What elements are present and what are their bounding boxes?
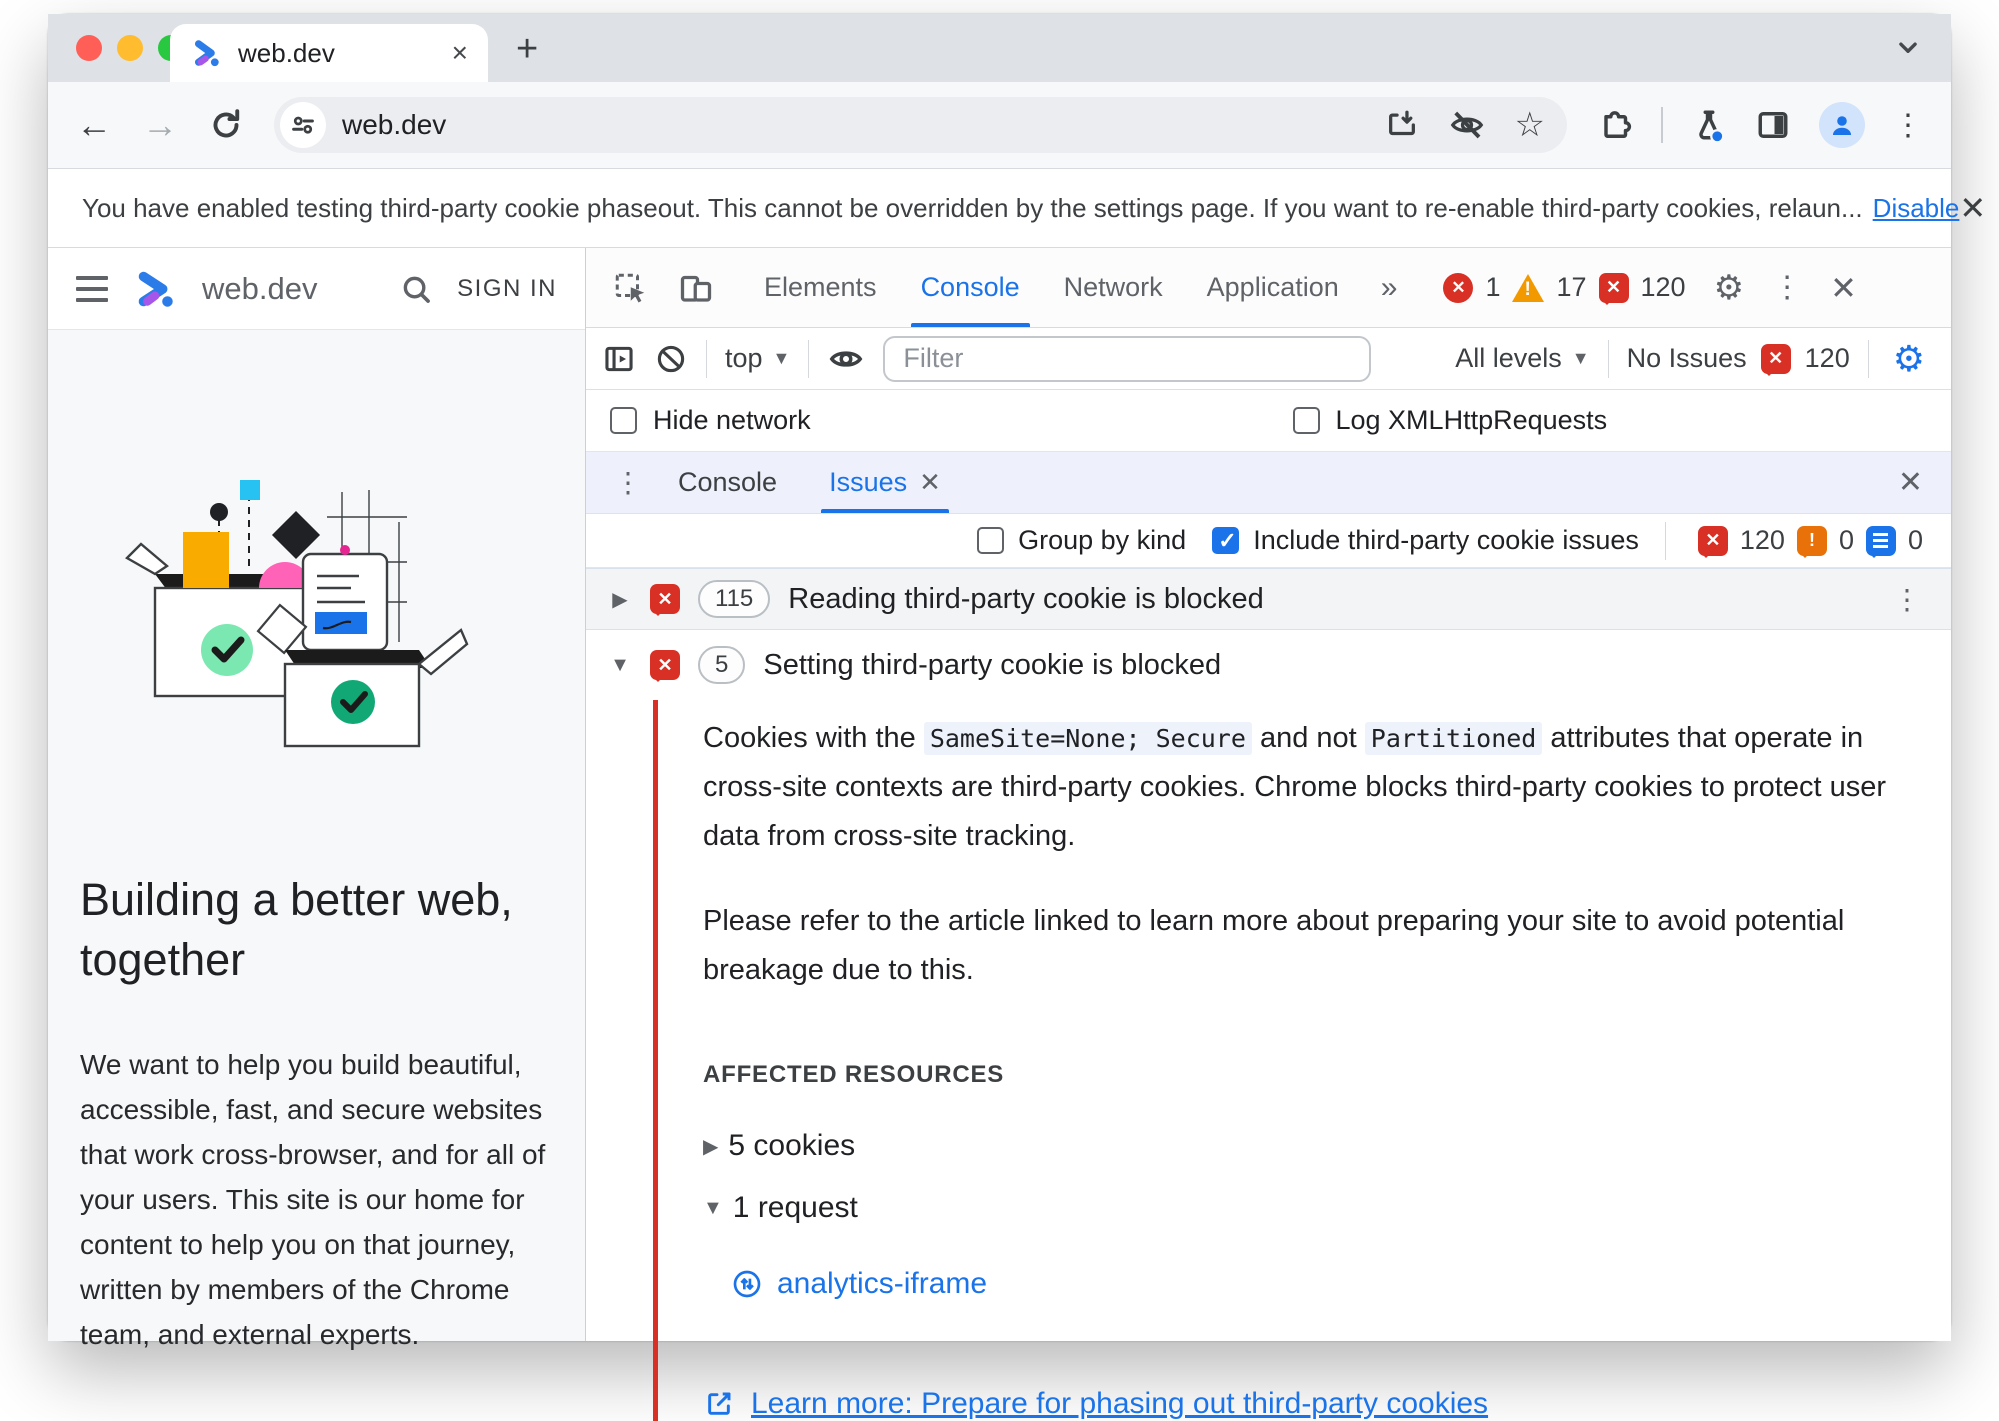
url-text: web.dev <box>342 109 447 140</box>
affected-requests-row[interactable]: ▼ 1 request <box>703 1191 858 1224</box>
warning-badge-icon[interactable] <box>1512 274 1544 302</box>
code-partitioned: Partitioned <box>1365 722 1543 755</box>
devtools-status-badges <box>1443 272 1685 303</box>
code-samesite: SameSite=None; Secure <box>924 722 1252 755</box>
issues-counter-cookie-icon: ✕ <box>1761 344 1791 374</box>
inspect-element-icon[interactable] <box>600 270 660 306</box>
toolbar-divider <box>1661 107 1663 143</box>
cookie-badge-icon: ✕ <box>650 650 680 680</box>
console-settings-gear-icon[interactable]: ⚙ <box>1892 337 1925 379</box>
console-options-row <box>586 390 1951 452</box>
issue-count-pill: 115 <box>698 580 770 618</box>
expand-arrow-icon[interactable]: ▶ <box>612 588 628 611</box>
close-window-button[interactable] <box>76 35 102 61</box>
console-filter-input[interactable] <box>883 336 1371 382</box>
devtools-tabbar <box>586 248 1951 328</box>
devtools-tabs <box>742 248 1361 327</box>
sign-in-button[interactable]: SIGN IN <box>457 274 557 302</box>
tab-strip <box>48 14 1951 82</box>
eye-blocked-icon[interactable] <box>1449 107 1485 143</box>
traffic-lights <box>76 35 184 61</box>
drawer-tabbar <box>586 452 1951 514</box>
cookie-issue-badge-icon[interactable]: ✕ <box>1599 273 1629 303</box>
issues-warning-badge-icon: ! <box>1797 526 1827 556</box>
issues-toolbar <box>586 514 1951 568</box>
error-count: 1 <box>1485 272 1501 302</box>
webdev-hero <box>48 330 585 1357</box>
infobar-close-icon[interactable]: ✕ <box>1959 190 1987 226</box>
page-paragraph: We want to help you build beautiful, accessible, fast, and secure websites that work cross-browser, and for all of your users. This site is our home for content to help you on that journey, written by members of the Chrome team, and external experts. <box>80 1049 546 1350</box>
infobar-message: You have enabled testing third-party cookie phaseout. This cannot be overridden by the settings page. If you want to re-enable third-party cookies, relaun... <box>82 192 1863 223</box>
request-circle-icon <box>731 1268 763 1300</box>
issue-row-setting-cookie[interactable] <box>586 630 1951 700</box>
warning-count: 17 <box>1556 272 1587 302</box>
profile-avatar[interactable] <box>1819 102 1865 148</box>
site-settings-tune-icon[interactable] <box>280 102 326 148</box>
side-panel-icon[interactable] <box>1755 107 1791 143</box>
address-bar[interactable] <box>274 97 1567 153</box>
issues-count-badges: ✕ 120 ! 0 0 <box>1698 525 1923 556</box>
issues-message-badge-icon <box>1866 526 1896 556</box>
devtools-panel <box>585 248 1951 1420</box>
issues-list <box>586 568 1951 1421</box>
webdev-favicon-icon <box>190 38 224 68</box>
drawer-tab-issues-close-icon[interactable]: ✕ <box>919 467 941 497</box>
boxes-illustration <box>107 462 527 762</box>
issues-counter[interactable]: No Issues ✕ 120 <box>1626 343 1850 373</box>
back-button[interactable]: ← <box>76 104 112 145</box>
drawer-tab-issues[interactable]: Issues ✕ <box>803 452 967 513</box>
log-levels-selector[interactable]: All levels ▼ <box>1455 343 1590 373</box>
affected-resources-heading: AFFECTED RESOURCES <box>703 1061 1005 1088</box>
hide-network-checkbox[interactable] <box>610 407 637 434</box>
drawer-tab-console[interactable]: Console <box>678 467 778 497</box>
collapse-arrow-icon[interactable]: ▼ <box>610 653 630 676</box>
reload-button[interactable] <box>208 107 244 143</box>
issues-cookie-badge-icon: ✕ <box>1698 526 1728 556</box>
browser-toolbar <box>48 82 1951 168</box>
console-sidebar-toggle-icon[interactable] <box>602 342 636 376</box>
issue-row-reading-cookie[interactable] <box>586 568 1951 630</box>
browser-window <box>48 14 1987 1420</box>
clear-console-icon[interactable] <box>654 342 688 376</box>
issue-count-pill: 5 <box>698 646 745 684</box>
experiments-flask-icon[interactable] <box>1691 107 1727 143</box>
live-expression-eye-icon[interactable] <box>827 340 865 378</box>
tab-application[interactable]: Application <box>1206 272 1339 302</box>
include-third-party-label: Include third-party cookie issues <box>1253 525 1639 555</box>
request-link-text[interactable]: analytics-iframe <box>777 1267 988 1300</box>
browser-tab[interactable] <box>170 24 488 82</box>
collapse-arrow-icon[interactable]: ▼ <box>703 1196 723 1219</box>
webdev-logo-icon[interactable] <box>132 269 178 309</box>
window-content <box>48 248 1951 1420</box>
expand-arrow-icon[interactable]: ▶ <box>703 1135 719 1158</box>
cookie-badge-icon: ✕ <box>650 584 680 614</box>
learn-more-link[interactable] <box>703 1387 1951 1421</box>
page-title: Building a better web, together <box>80 874 513 985</box>
browser-menu-kebab-icon[interactable]: ⋮ <box>1893 108 1923 142</box>
hamburger-menu-icon[interactable] <box>76 276 108 302</box>
log-xhr-checkbox[interactable] <box>1293 407 1320 434</box>
device-toolbar-icon[interactable] <box>666 270 726 306</box>
install-app-icon[interactable] <box>1385 108 1419 142</box>
forward-button[interactable]: → <box>142 104 178 145</box>
devtools-close-icon[interactable]: ✕ <box>1830 269 1857 306</box>
tab-close-icon[interactable]: × <box>451 37 468 68</box>
infobar-disable-link[interactable]: Disable <box>1872 192 1960 223</box>
issue-advice: Please refer to the article linked to learn more about preparing your site to avoid potential breakage due to this. <box>703 905 1845 986</box>
bookmark-star-icon[interactable]: ☆ <box>1514 106 1545 144</box>
console-toolbar <box>586 328 1951 390</box>
webdev-wordmark[interactable]: web.dev <box>202 270 318 306</box>
extensions-puzzle-icon[interactable] <box>1597 107 1633 143</box>
issue-detail-body <box>653 700 1951 1421</box>
affected-cookies-row[interactable]: ▶ 5 cookies <box>703 1129 856 1162</box>
issue-title: Reading third-party cookie is blocked <box>788 582 1264 615</box>
drawer-close-icon[interactable]: ✕ <box>1897 466 1923 499</box>
group-by-kind-label: Group by kind <box>1018 525 1187 555</box>
webdev-header <box>48 248 585 330</box>
search-icon[interactable] <box>399 272 433 306</box>
new-tab-button[interactable]: + <box>516 28 539 70</box>
drawer-menu-kebab-icon[interactable]: ⋮ <box>614 467 642 498</box>
tab-title: web.dev <box>238 37 335 68</box>
more-tabs-icon[interactable]: » <box>1380 270 1398 304</box>
issue-title: Setting third-party cookie is blocked <box>763 648 1222 681</box>
toolbar-right-icons <box>1597 102 1923 148</box>
cookie-issue-count: 120 <box>1640 272 1686 302</box>
hide-network-label: Hide network <box>653 405 811 435</box>
request-link-row[interactable] <box>731 1267 1951 1301</box>
issue-description: Cookies with the SameSite=None; Secure and not Partitioned attributes that operate in cross-site contexts are third-party cookies. Chrome blocks third-party cookies to protect user data from cross-site tracking. <box>703 722 1887 852</box>
minimize-window-button[interactable] <box>117 35 143 61</box>
tab-elements[interactable]: Elements <box>764 272 877 302</box>
issue-kebab-icon[interactable]: ⋮ <box>1893 583 1921 615</box>
tab-search-chevron-icon[interactable] <box>1891 30 1925 64</box>
learn-more-text[interactable]: Learn more: Prepare for phasing out third-party cookies <box>751 1387 1489 1420</box>
tab-console[interactable]: Console <box>899 248 1042 327</box>
include-third-party-checkbox[interactable] <box>1212 527 1239 554</box>
cookie-phaseout-infobar <box>48 168 1987 248</box>
error-badge-icon[interactable]: ✕ <box>1443 273 1473 303</box>
webdev-page <box>48 248 585 1350</box>
external-link-icon <box>703 1388 735 1420</box>
devtools-settings-gear-icon[interactable]: ⚙ <box>1713 268 1745 307</box>
context-selector[interactable]: top ▼ <box>725 343 791 373</box>
tab-network[interactable]: Network <box>1063 272 1163 302</box>
group-by-kind-checkbox[interactable] <box>977 527 1004 554</box>
log-xhr-label: Log XMLHttpRequests <box>1335 405 1608 435</box>
devtools-menu-kebab-icon[interactable]: ⋮ <box>1772 271 1803 304</box>
